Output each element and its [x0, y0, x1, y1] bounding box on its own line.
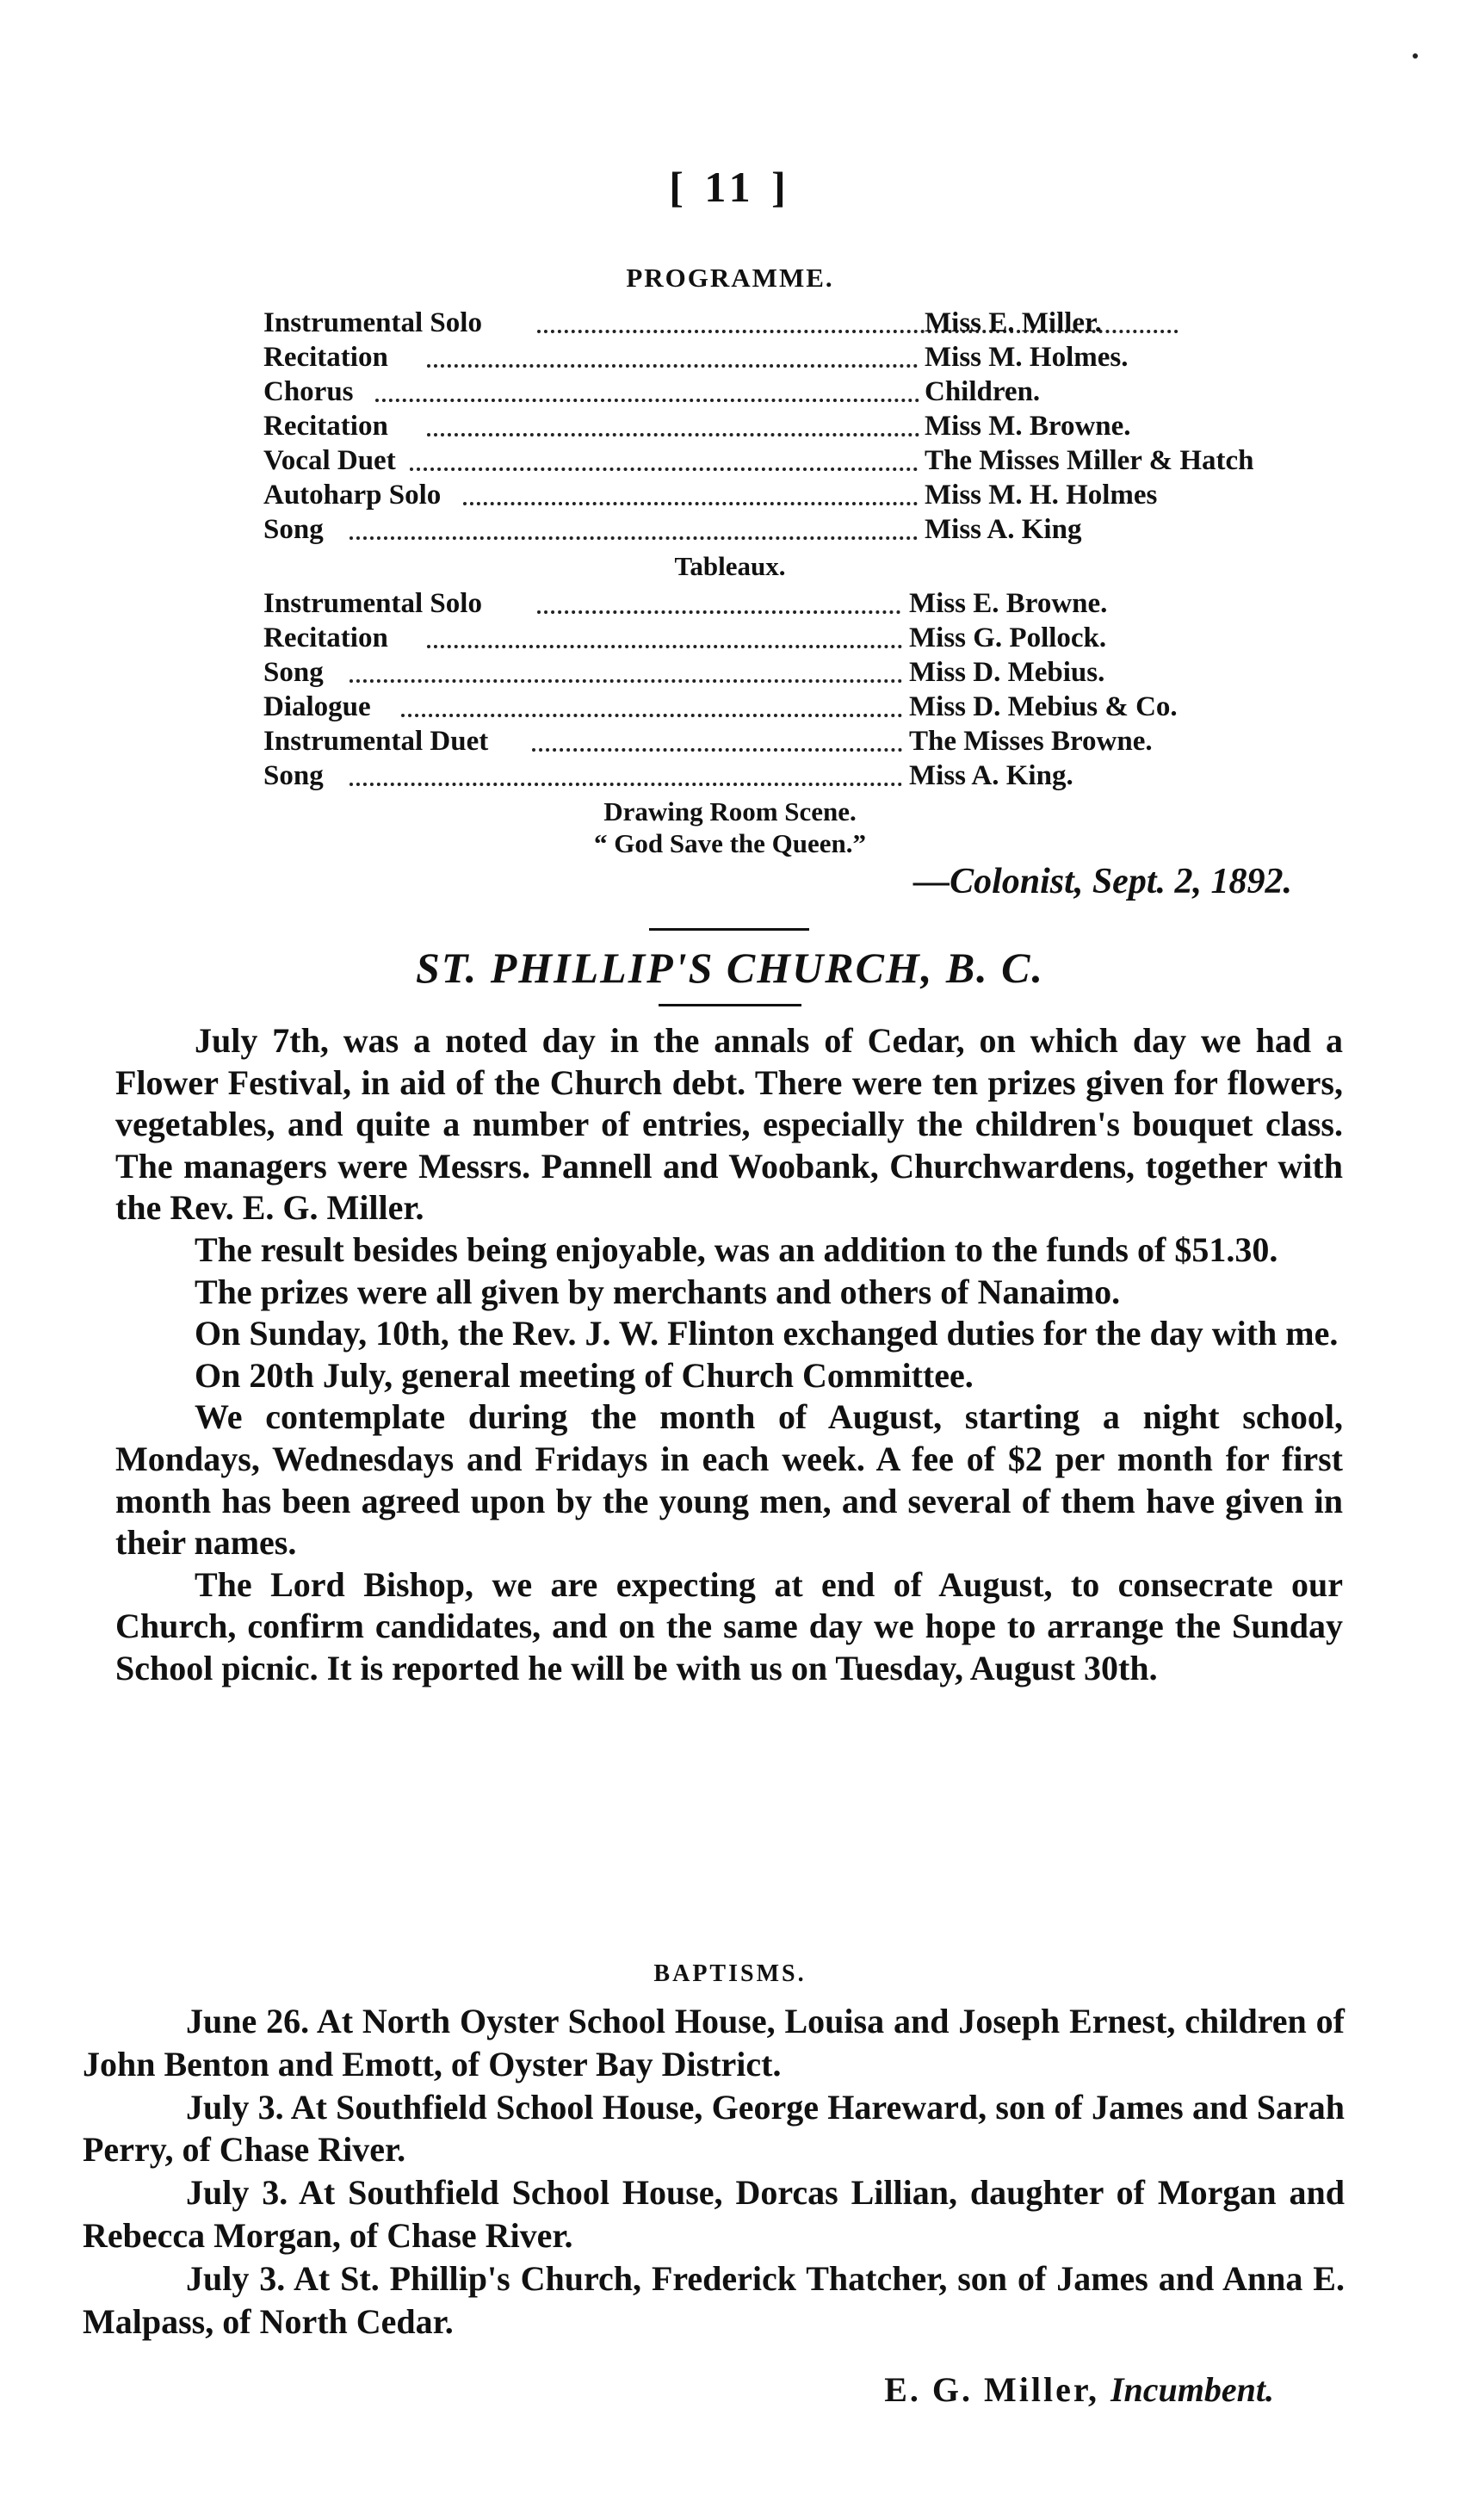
baptisms-heading: BAPTISMS.	[653, 1960, 807, 1987]
article-heading: ST. PHILLIP'S CHURCH, B. C.	[415, 944, 1045, 992]
programme-performer: Miss E. Miller.	[925, 307, 1102, 338]
programme-item: Chorus	[263, 376, 354, 407]
baptism-entry: July 3. At St. Phillip's Church, Frederick Thatcher, son of James and Anna E. Malpass, of North Cedar.	[83, 2258, 1345, 2341]
programme-performer: Miss M. Browne.	[925, 411, 1131, 442]
baptism-entry: June 26. At North Oyster School House, Louisa and Joseph Ernest, children of John Benton and Emott, of Oyster Bay District.	[83, 2002, 1345, 2083]
programme-item: Autoharp Solo	[263, 480, 442, 511]
article-paragraph: We contemplate during the month of August, starting a night school, Mondays, Wednesdays and Fridays in each week. A fee of $2 per month for first month has been agreed upon by the young men, and several of them have given in their names.	[115, 1397, 1343, 1563]
dot-leader	[350, 760, 902, 786]
programme-performer: The Misses Miller & Hatch	[925, 445, 1254, 476]
programme-item: Vocal Duet	[263, 445, 396, 476]
dot-leader	[427, 411, 919, 437]
dot-leader	[410, 445, 918, 471]
article-paragraph: On Sunday, 10th, the Rev. J. W. Flinton exchanged duties for the day with me.	[195, 1314, 1339, 1353]
dot-leader	[427, 622, 902, 648]
programme-performer: Miss A. King.	[909, 760, 1073, 791]
programme-closing-line: Drawing Room Scene.	[603, 796, 857, 827]
programme-item: Instrumental Solo	[263, 588, 482, 619]
programme-item: Recitation	[263, 342, 388, 373]
source-attribution: —Colonist, Sept. 2, 1892.	[913, 862, 1292, 901]
dot-leader	[537, 588, 900, 614]
programme-item: Recitation	[263, 622, 388, 653]
programme-interlude: Tableaux.	[674, 551, 786, 581]
article-paragraph: The result besides being enjoyable, was an addition to the funds of $51.30.	[195, 1229, 1278, 1269]
dot-leader	[427, 342, 918, 368]
article-paragraph: On 20th July, general meeting of Church Committee.	[195, 1355, 974, 1395]
programme-item: Instrumental Solo	[263, 307, 482, 338]
article-body	[115, 1020, 1343, 1690]
section-divider	[649, 928, 809, 931]
dot-leader	[350, 514, 918, 540]
article-paragraph: The Lord Bishop, we are expecting at end of August, to consecrate our Church, confirm candidates, and on the same day we hope to arrange the Sunday School picnic. It is reported he will be with us on Tuesday, August 30th.	[115, 1564, 1343, 1687]
programme-item: Song	[263, 760, 324, 791]
article-paragraph: July 7th, was a noted day in the annals of Cedar, on which day we had a Flower Festival, in aid of the Church debt. There were ten prizes given for flowers, vegetables, and quite a number of entries, especially the children's bouquet class. The managers were Messrs. Pannell and Woobank, Churchwardens, together with the Rev. E. G. Miller.	[115, 1021, 1343, 1228]
article-paragraph: The prizes were all given by merchants and others of Nanaimo.	[195, 1272, 1121, 1311]
baptism-entry: July 3. At Southfield School House, George Hareward, son of James and Sarah Perry, of Chase River.	[83, 2087, 1345, 2170]
programme-performer: Miss A. King	[925, 514, 1082, 545]
programme-performer: The Misses Browne.	[909, 726, 1153, 757]
dot-leader	[350, 657, 902, 683]
programme-performer: Miss D. Mebius & Co.	[909, 691, 1178, 722]
programme-performer: Miss M. Holmes.	[925, 342, 1129, 373]
dot-leader	[375, 376, 919, 402]
programme-performer: Miss D. Mebius.	[909, 657, 1105, 688]
programme-item: Song	[263, 657, 324, 688]
programme-item: Song	[263, 514, 324, 545]
programme-title: PROGRAMME.	[626, 263, 834, 293]
signature	[884, 2369, 1274, 2410]
programme-closing-line: “ God Save the Queen.”	[593, 828, 867, 858]
dot-leader	[401, 691, 902, 717]
dot-leader	[532, 726, 902, 752]
programme-item: Dialogue	[263, 691, 371, 722]
ink-speck	[1413, 53, 1418, 59]
programme-performer: Miss M. H. Holmes	[925, 480, 1158, 511]
programme-performer: Miss G. Pollock.	[909, 622, 1107, 653]
heading-underline	[659, 1004, 801, 1006]
dot-leader	[463, 480, 918, 505]
baptisms-list	[83, 2000, 1345, 2343]
baptism-entry: July 3. At Southfield School House, Dorcas Lillian, daughter of Morgan and Rebecca Morgan, of Chase River.	[83, 2173, 1345, 2255]
signature-title: Incumbent.	[1110, 2370, 1274, 2409]
page-number: [ 11 ]	[669, 163, 791, 211]
programme-item: Recitation	[263, 411, 388, 442]
programme-performer: Children.	[925, 376, 1041, 407]
programme-item: Instrumental Duet	[263, 726, 489, 757]
signature-name: E. G. Miller,	[884, 2370, 1099, 2409]
programme-performer: Miss E. Browne.	[909, 588, 1108, 619]
